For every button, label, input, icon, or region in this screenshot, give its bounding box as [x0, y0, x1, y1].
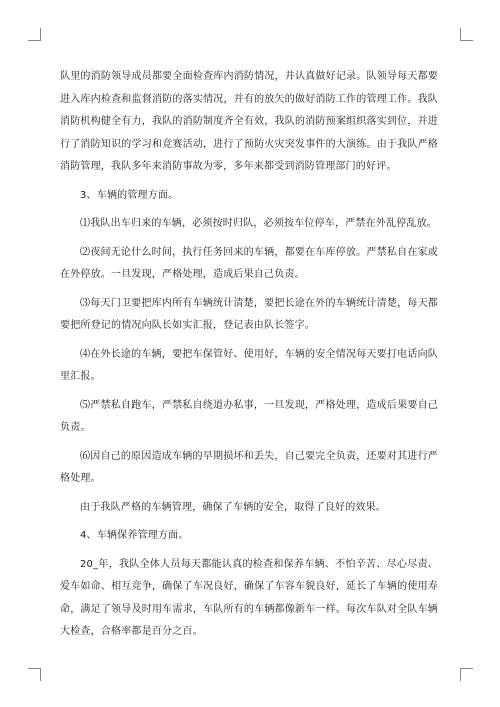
list-item-5: ⑸严禁私自跑车，严禁私自绕道办私事，一旦发现，严格处理，造成后果要自己负责。: [60, 399, 438, 433]
list-item-1: ⑴我队出车归来的车辆，必须按时归队，必须按车位停车，严禁在外乱停乱放。: [80, 218, 437, 229]
crop-mark-top-left: [28, 28, 41, 41]
list-item-4: ⑷在外长途的车辆，要把车保管好、使用好，车辆的安全情况每天要打电话向队里汇报。: [60, 348, 438, 382]
crop-mark-bottom-left: [28, 668, 41, 681]
document-body: [60, 66, 438, 644]
crop-mark-bottom-right: [460, 668, 473, 681]
list-item-3: ⑶每天门卫要把库内所有车辆统计清楚，要把长途在外的车辆统计清楚，每天都要把所登记的情况向队长如实汇报，登记表由队长签字。: [60, 297, 438, 331]
paragraph-vehicle-summary: 由于我队严格的车辆管理，确保了车辆的安全，取得了良好的效果。: [80, 501, 386, 513]
heading-vehicle-maintenance: 4、车辆保养管理方面。: [80, 530, 189, 541]
list-item-2: ⑵夜间无论什么时间，执行任务回来的车辆，都要在车库停放。严禁私自在家或在外停放。一旦发现，严格处理，造成后果自己负责。: [60, 246, 438, 280]
crop-mark-top-right: [460, 28, 473, 41]
paragraph-maintenance: 20_年，我队全体人员每天都能认真的检查和保养车辆、不怕辛苦、尽心尽责、爱车如命、相互竞争，确保了车况良好，确保了车容车貌良好，延长了车辆的使用寿命，满足了领导及时用车需求，车队所有的车辆都像新车一样。每次车队对全队车辆大检查，合格率都是百分之百。: [60, 558, 438, 637]
heading-vehicle-management: 3、车辆的管理方面。: [80, 189, 179, 201]
list-item-6: ⑹因自己的原因造成车辆的早期损坏和丢失，自己要完全负责，还要对其进行严格处理。: [60, 450, 438, 484]
paragraph-fire-management: 队里的消防领导成员都要全面检查库内消防情况，并认真做好记录。队领导每天都要进入库内检查和监督消防的落实情况，并有的放矢的做好消防工作的管理工作。我队消防机构健全有力，我队的消防制度齐全有效，我队的消防预案组织落实到位，并进行了消防知识的学习和竞赛活动，进行了预防火灾突发事件的大演练。由于我队严格消防管理，我队多年来消防事故为零，多年来都受到消防管理部门的好评。: [60, 71, 438, 172]
